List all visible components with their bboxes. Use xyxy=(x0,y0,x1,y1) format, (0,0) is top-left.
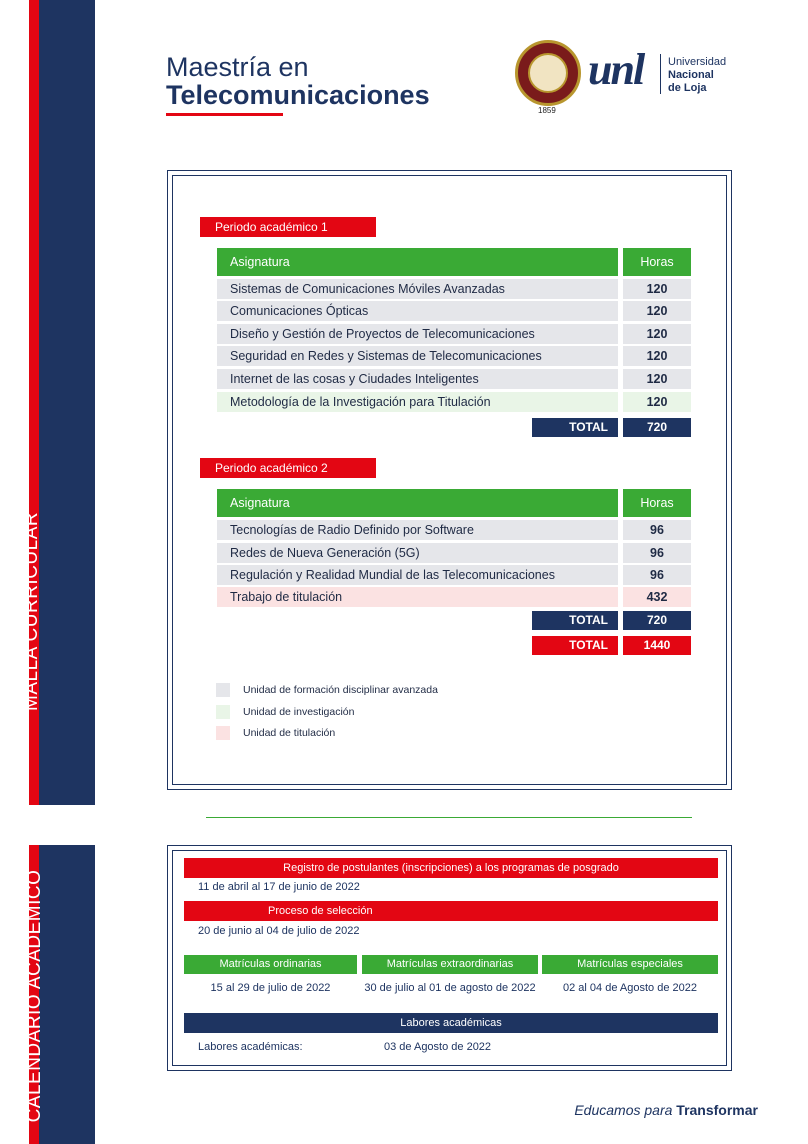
page-title-line2: Telecomunicaciones xyxy=(166,80,430,110)
total-value: 720 xyxy=(623,418,691,437)
section-divider xyxy=(206,817,692,818)
period-1-total xyxy=(0,418,808,437)
matricula-extraordinaria-date: 30 de julio al 01 de agosto de 2022 xyxy=(364,982,536,994)
university-name xyxy=(668,56,726,95)
page-title-line1: Maestría en xyxy=(166,52,309,82)
legend-swatch-green xyxy=(216,705,230,719)
subject-cell: Tecnologías de Radio Definido por Software xyxy=(217,520,618,540)
unl-brand-logo: unl xyxy=(588,45,644,94)
seleccion-bar: Proceso de selección xyxy=(184,901,718,921)
total-label: TOTAL xyxy=(532,418,618,437)
col-subject-header: Asignatura xyxy=(217,489,618,517)
legend-label: Unidad de investigación xyxy=(243,706,355,718)
hours-cell: 120 xyxy=(623,346,691,366)
grand-total xyxy=(0,636,808,655)
logo-divider xyxy=(660,54,661,94)
subject-cell: Redes de Nueva Generación (5G) xyxy=(217,543,618,563)
subject-cell: Seguridad en Redes y Sistemas de Telecomunicaciones xyxy=(217,346,618,366)
matricula-ordinaria-bar: Matrículas ordinarias xyxy=(184,955,357,974)
grand-total-label: TOTAL xyxy=(532,636,618,655)
hours-cell: 120 xyxy=(623,392,691,412)
col-hours-header: Horas xyxy=(623,489,691,517)
footer-tagline xyxy=(574,1102,758,1118)
hours-cell: 120 xyxy=(623,369,691,389)
period-1-title: Periodo académico 1 xyxy=(200,217,376,237)
period-2-title: Periodo académico 2 xyxy=(200,458,376,478)
subject-cell: Sistemas de Comunicaciones Móviles Avanzadas xyxy=(217,279,618,299)
hours-cell: 96 xyxy=(623,543,691,563)
side-label-malla: MALLA CURRICULAR xyxy=(21,511,42,711)
subject-cell: Comunicaciones Ópticas xyxy=(217,301,618,321)
legend-label: Unidad de titulación xyxy=(243,727,336,739)
legend-swatch-pink xyxy=(216,726,230,740)
col-subject-header: Asignatura xyxy=(217,248,618,276)
subject-cell: Diseño y Gestión de Proyectos de Telecomunicaciones xyxy=(217,324,618,344)
labores-date: 03 de Agosto de 2022 xyxy=(384,1041,492,1053)
hours-cell: 120 xyxy=(623,324,691,344)
hours-cell: 432 xyxy=(623,587,691,607)
grand-total-value: 1440 xyxy=(623,636,691,655)
subject-cell: Internet de las cosas y Ciudades Inteligentes xyxy=(217,369,618,389)
labores-key: Labores académicas: xyxy=(198,1041,303,1053)
matricula-ordinaria-date: 15 al 29 de julio de 2022 xyxy=(210,982,331,994)
university-name-line3: de Loja xyxy=(668,82,707,94)
subject-cell: Regulación y Realidad Mundial de las Telecomunicaciones xyxy=(217,565,618,585)
hours-cell: 96 xyxy=(623,565,691,585)
registro-bar: Registro de postulantes (inscripciones) a los programas de posgrado xyxy=(184,858,718,878)
title-underline xyxy=(166,113,283,116)
side-label-calendario: CALENDARIO ACADÉMICO xyxy=(24,869,45,1123)
col-hours-header: Horas xyxy=(623,248,691,276)
subject-cell: Trabajo de titulación xyxy=(217,587,618,607)
matricula-especial-date: 02 al 04 de Agosto de 2022 xyxy=(563,982,697,994)
period-2-total xyxy=(0,611,808,630)
matricula-especial-bar: Matrículas especiales xyxy=(542,955,718,974)
hours-cell: 120 xyxy=(623,301,691,321)
matricula-extraordinaria-bar: Matrículas extraordinarias xyxy=(362,955,538,974)
seal-year: 1859 xyxy=(538,106,556,115)
total-value: 720 xyxy=(623,611,691,630)
legend-label: Unidad de formación disciplinar avanzada xyxy=(243,684,438,696)
university-name-line1: Universidad xyxy=(668,56,727,68)
hours-cell: 96 xyxy=(623,520,691,540)
registro-date: 11 de abril al 17 de junio de 2022 xyxy=(198,881,360,893)
seleccion-date: 20 de junio al 04 de julio de 2022 xyxy=(198,925,360,937)
hours-cell: 120 xyxy=(623,279,691,299)
tagline-part2: Transformar xyxy=(676,1102,758,1118)
subject-cell: Metodología de la Investigación para Titulación xyxy=(217,392,618,412)
university-seal-logo xyxy=(515,40,581,106)
labores-bar: Labores académicas xyxy=(184,1013,718,1033)
total-label: TOTAL xyxy=(532,611,618,630)
tagline-part1: Educamos para xyxy=(574,1102,673,1118)
university-name-line2: Nacional xyxy=(668,69,714,81)
legend-swatch-grey xyxy=(216,683,230,697)
